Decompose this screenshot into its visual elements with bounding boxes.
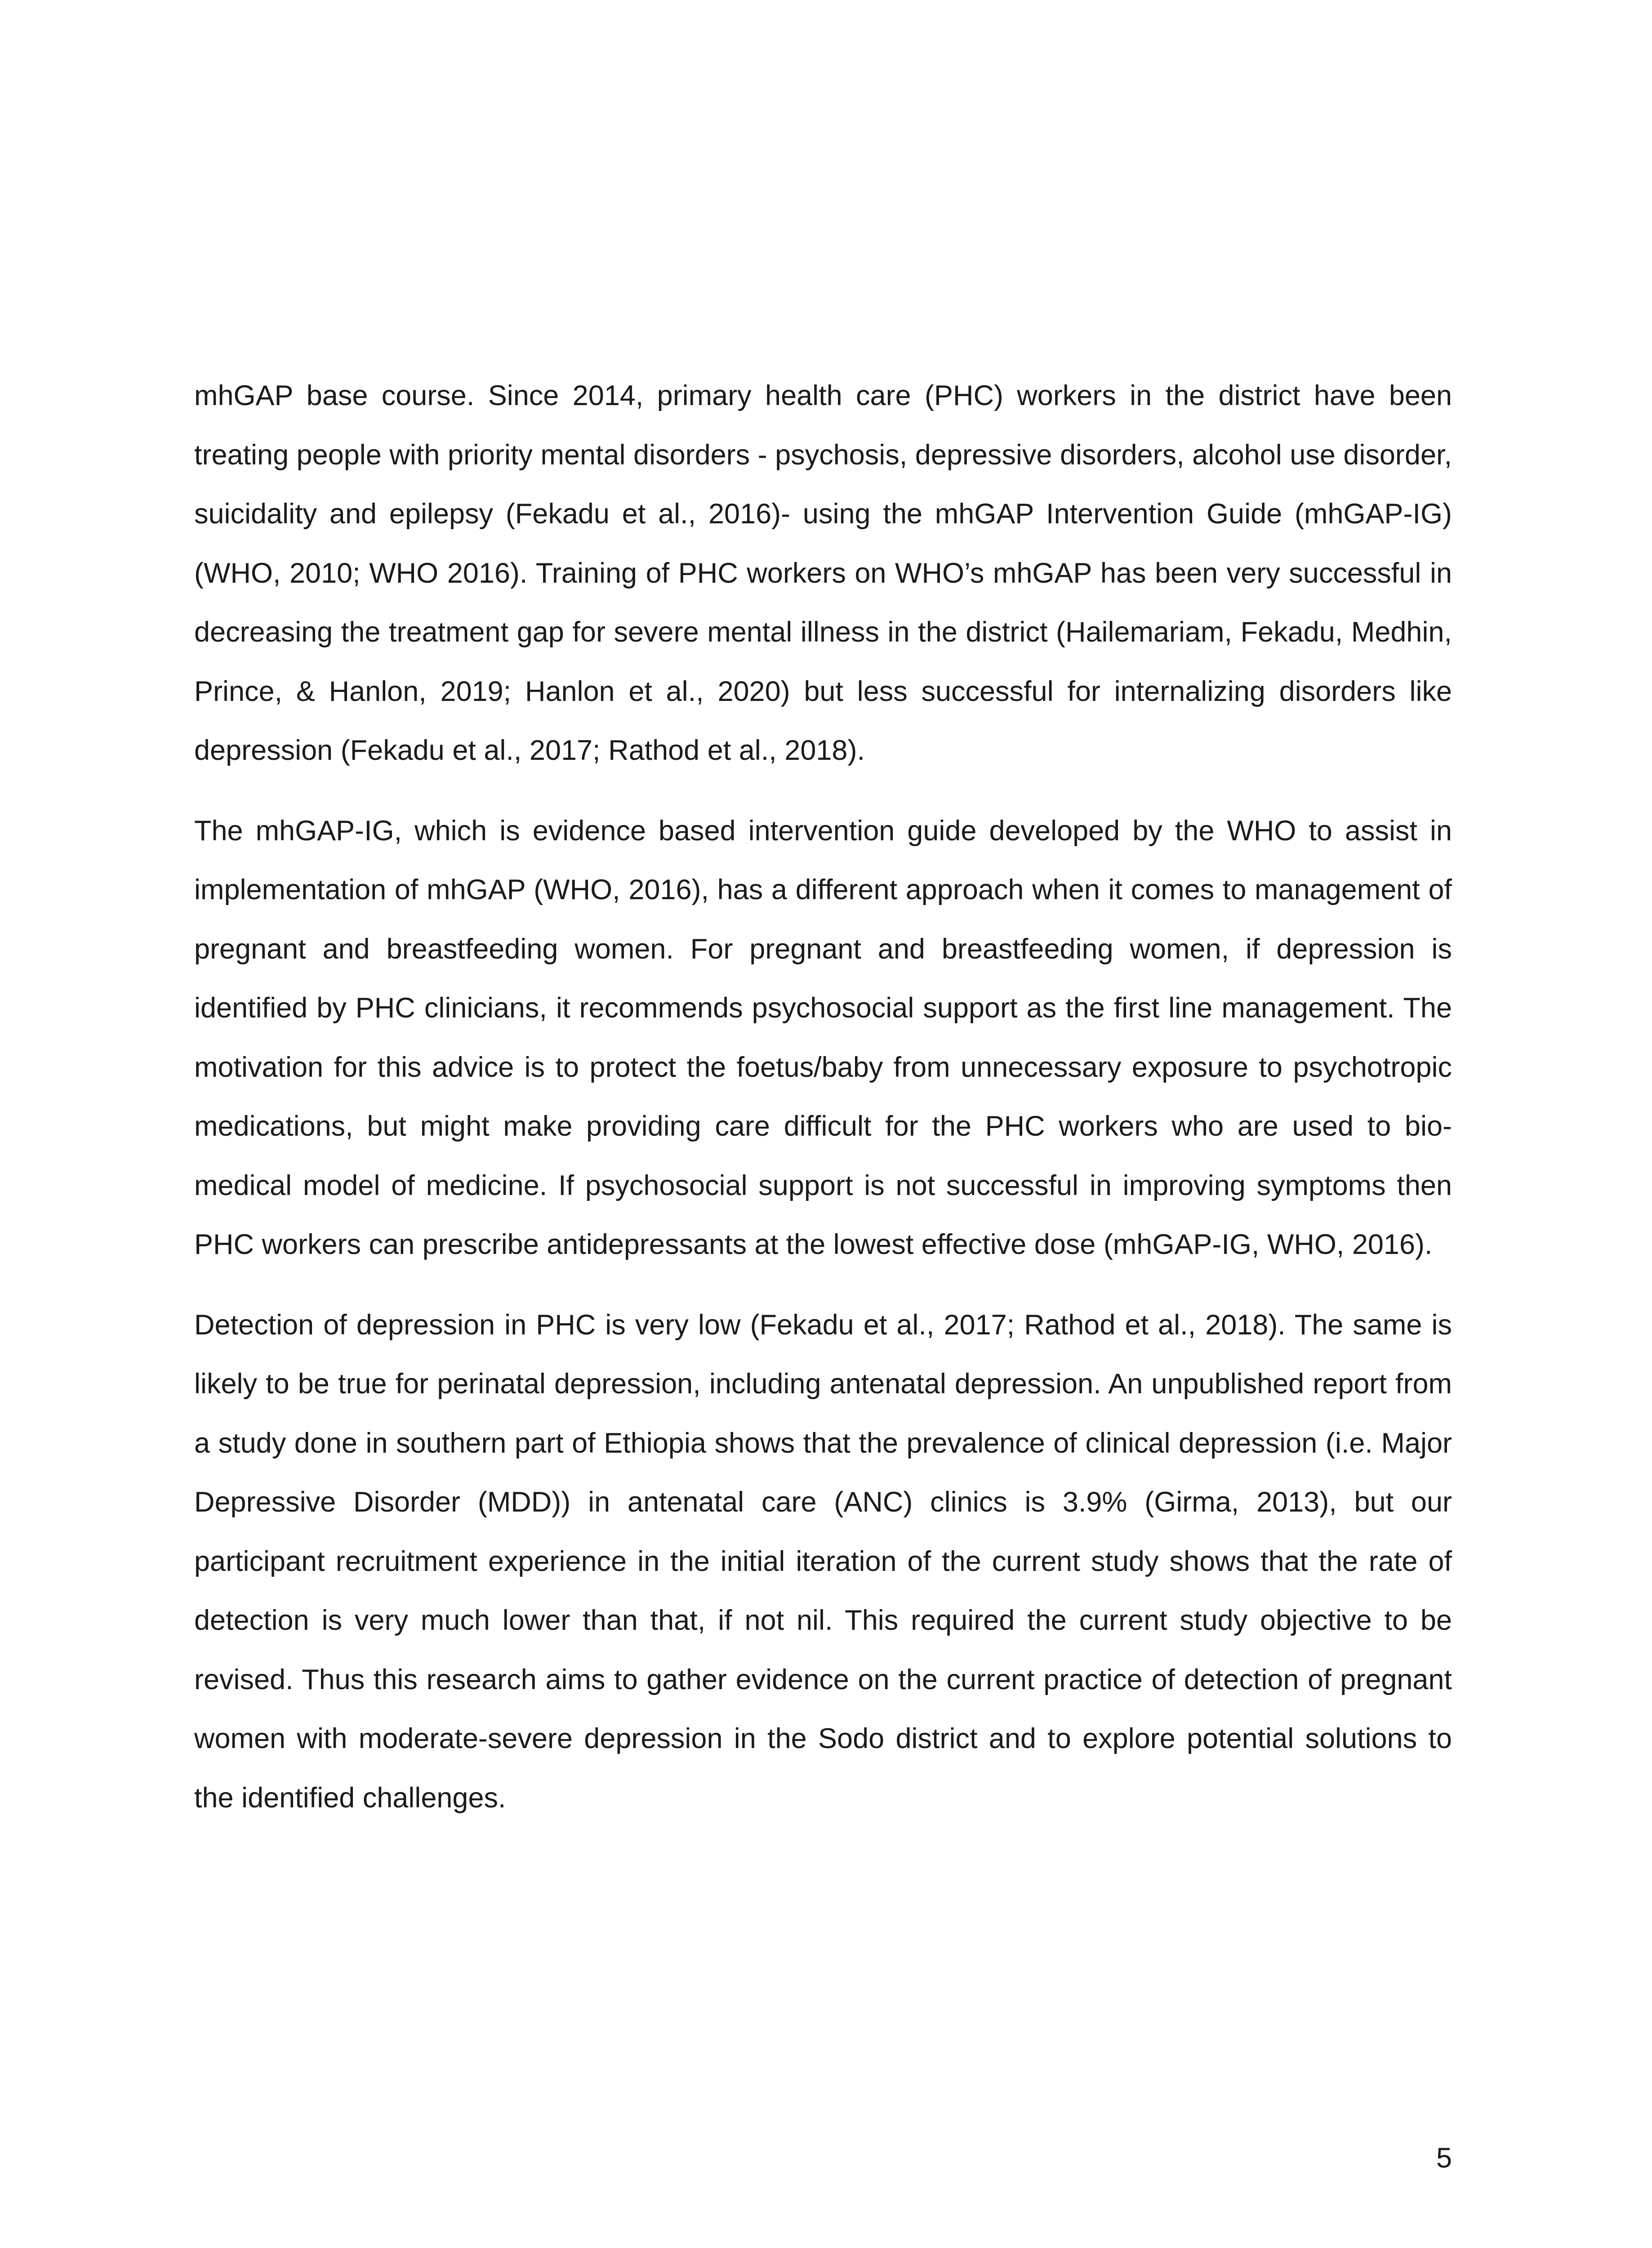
paragraph-3: Detection of depression in PHC is very low (Fekadu et al., 2017; Rathod et al., 2018). The same is likely to be true for perinatal depression, including antenatal depression. An unpublished report from a study done in southern part of Ethiopia shows that the prevalence of clinical depression (i.e. Major Depressive Disorder (MDD)) in antenatal care (ANC) clinics is 3.9% (Girma, 2013), but our participant recruitment experience in the initial iteration of the current study shows that the rate of detection is very much lower than that, if not nil. This required the current study objective to be revised. Thus this research aims to gather evidence on the current practice of detection of pregnant women with moderate-severe depression in the Sodo district and to explore potential solutions to the identified challenges. bbox=[194, 1309, 1452, 1814]
body-text bbox=[194, 366, 1452, 1828]
paragraph-1: mhGAP base course. Since 2014, primary health care (PHC) workers in the district have been treating people with priority mental disorders - psychosis, depressive disorders, alcohol use disorder, suicidality and epilepsy (Fekadu et al., 2016)- using the mhGAP Intervention Guide (mhGAP-IG) (WHO, 2010; WHO 2016). Training of PHC workers on WHO’s mhGAP has been very successful in decreasing the treatment gap for severe mental illness in the district (Hailemariam, Fekadu, Medhin, Prince, & Hanlon, 2019; Hanlon et al., 2020) but less successful for internalizing disorders like depression (Fekadu et al., 2017; Rathod et al., 2018). bbox=[194, 380, 1452, 766]
page-number: 5 bbox=[1436, 2142, 1452, 2174]
paragraph-2: The mhGAP-IG, which is evidence based intervention guide developed by the WHO to assist in implementation of mhGAP (WHO, 2016), has a different approach when it comes to management of pregnant and breastfeeding women. For pregnant and breastfeeding women, if depression is identified by PHC clinicians, it recommends psychosocial support as the first line management. The motivation for this advice is to protect the foetus/baby from unnecessary exposure to psychotropic medications, but might make providing care difficult for the PHC workers who are used to bio-medical model of medicine. If psychosocial support is not successful in improving symptoms then PHC workers can prescribe antidepressants at the lowest effective dose (mhGAP-IG, WHO, 2016). bbox=[194, 815, 1452, 1260]
